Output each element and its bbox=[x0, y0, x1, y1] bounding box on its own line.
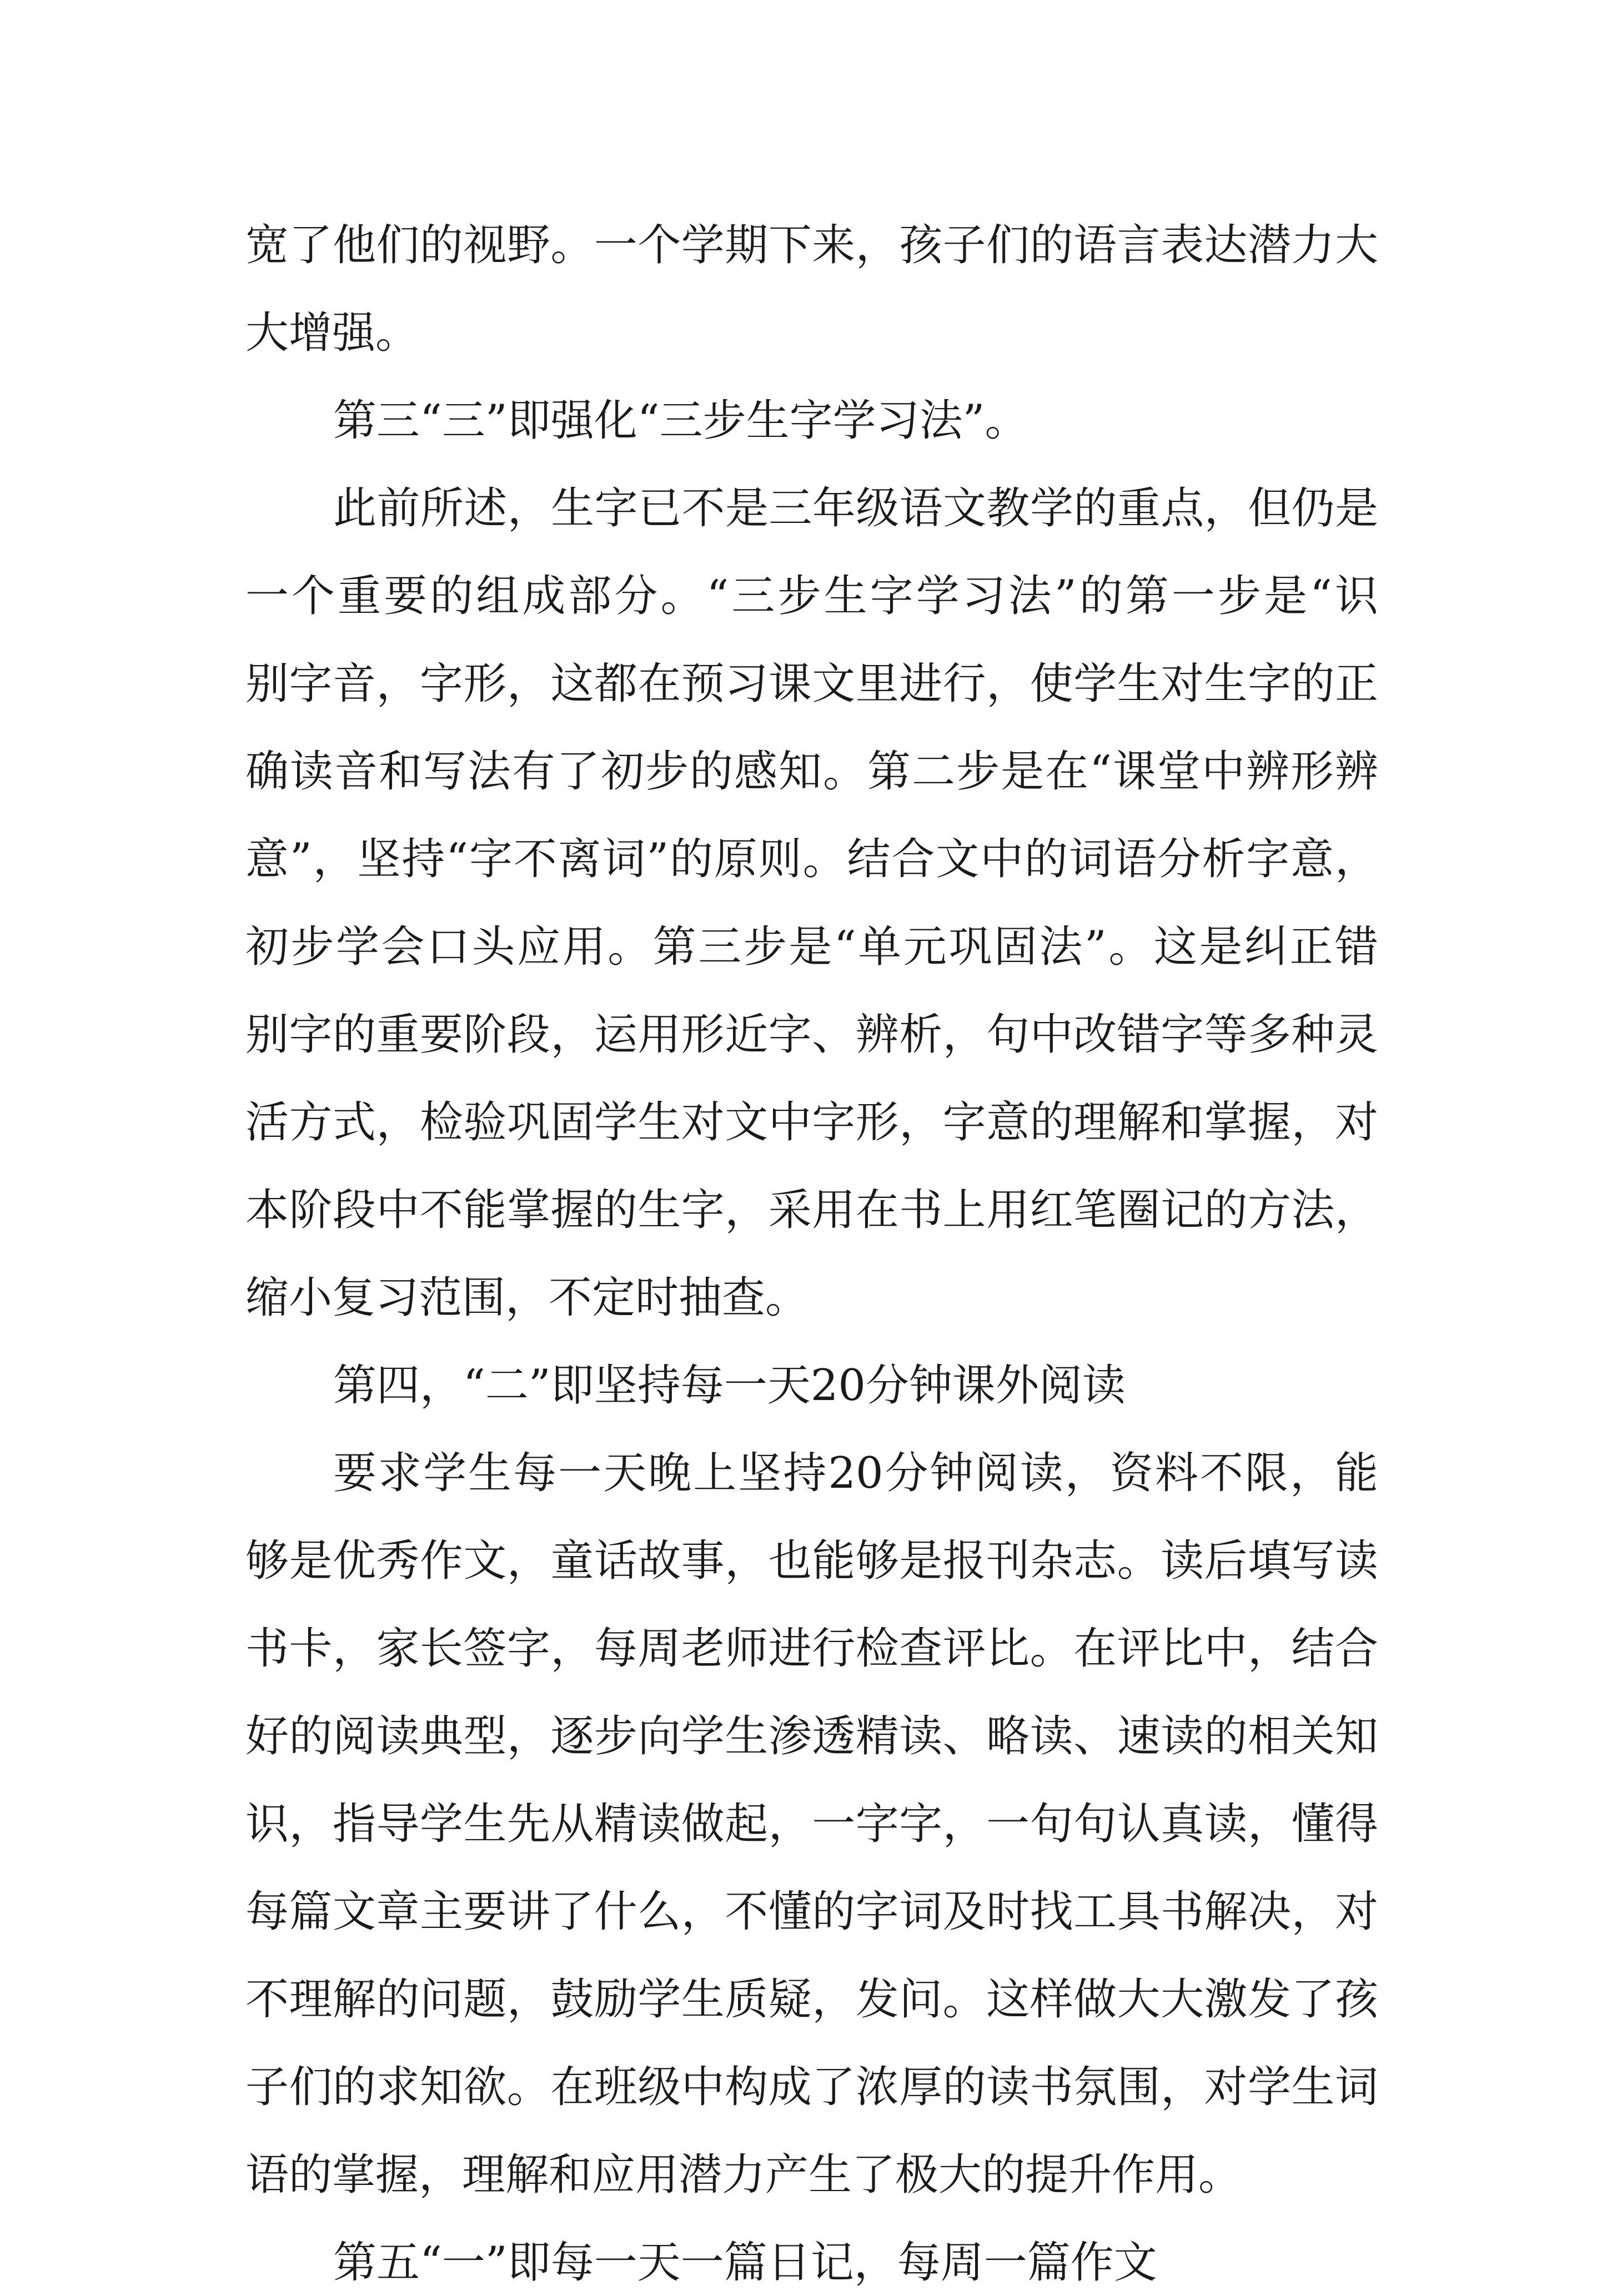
text-line: 确读音和写法有了初步的感知。第二步是在“课堂中辨形辨 bbox=[245, 747, 1378, 797]
text-line: 识，指导学生先从精读做起，一字字，一句句认真读，懂得 bbox=[245, 1799, 1378, 1849]
text-line: 初步学会口头应用。第三步是“单元巩固法”。这是纠正错 bbox=[245, 922, 1378, 972]
text-line: 要求学生每一天晚上坚持20分钟阅读，资料不限，能 bbox=[333, 1448, 1378, 1498]
section-heading: 第三“三”即强化“三步生字学习法”。 bbox=[333, 396, 1028, 446]
text-line: 好的阅读典型，逐步向学生渗透精读、略读、速读的相关知 bbox=[245, 1711, 1378, 1761]
text-line: 够是优秀作文，童话故事，也能够是报刊杂志。读后填写读 bbox=[245, 1536, 1378, 1586]
section-heading: 第五“一”即每一天一篇日记，每周一篇作文 bbox=[333, 2238, 1157, 2288]
section-heading: 第四，“二”即坚持每一天20分钟课外阅读 bbox=[333, 1361, 1126, 1411]
text-line: 意”，坚持“字不离词”的原则。结合文中的词语分析字意， bbox=[245, 834, 1378, 884]
text-line: 书卡，家长签字，每周老师进行检查评比。在评比中，结合 bbox=[245, 1624, 1378, 1674]
text-line: 缩小复习范围，不定时抽查。 bbox=[245, 1273, 809, 1323]
text-line: 语的掌握，理解和应用潜力产生了极大的提升作用。 bbox=[245, 2150, 1242, 2200]
text-line: 宽了他们的视野。一个学期下来，孩子们的语言表达潜力大 bbox=[245, 220, 1378, 270]
text-line: 不理解的问题，鼓励学生质疑，发问。这样做大大激发了孩 bbox=[245, 1975, 1378, 2025]
text-line: 子们的求知欲。在班级中构成了浓厚的读书氛围，对学生词 bbox=[245, 2062, 1378, 2112]
text-line: 别字音，字形，这都在预习课文里进行，使学生对生字的正 bbox=[245, 659, 1378, 709]
text-line: 别字的重要阶段，运用形近字、辨析，句中改错字等多种灵 bbox=[245, 1010, 1378, 1060]
text-line: 一个重要的组成部分。“三步生字学习法”的第一步是“识 bbox=[245, 571, 1378, 621]
text-line: 活方式，检验巩固学生对文中字形，字意的理解和掌握，对 bbox=[245, 1097, 1378, 1147]
text-line: 此前所述，生字已不是三年级语文教学的重点，但仍是 bbox=[333, 484, 1378, 533]
text-line: 每篇文章主要讲了什么，不懂的字词及时找工具书解决，对 bbox=[245, 1887, 1378, 1937]
text-line: 本阶段中不能掌握的生字，采用在书上用红笔圈记的方法， bbox=[245, 1185, 1378, 1235]
text-line: 大增强。 bbox=[245, 308, 419, 358]
